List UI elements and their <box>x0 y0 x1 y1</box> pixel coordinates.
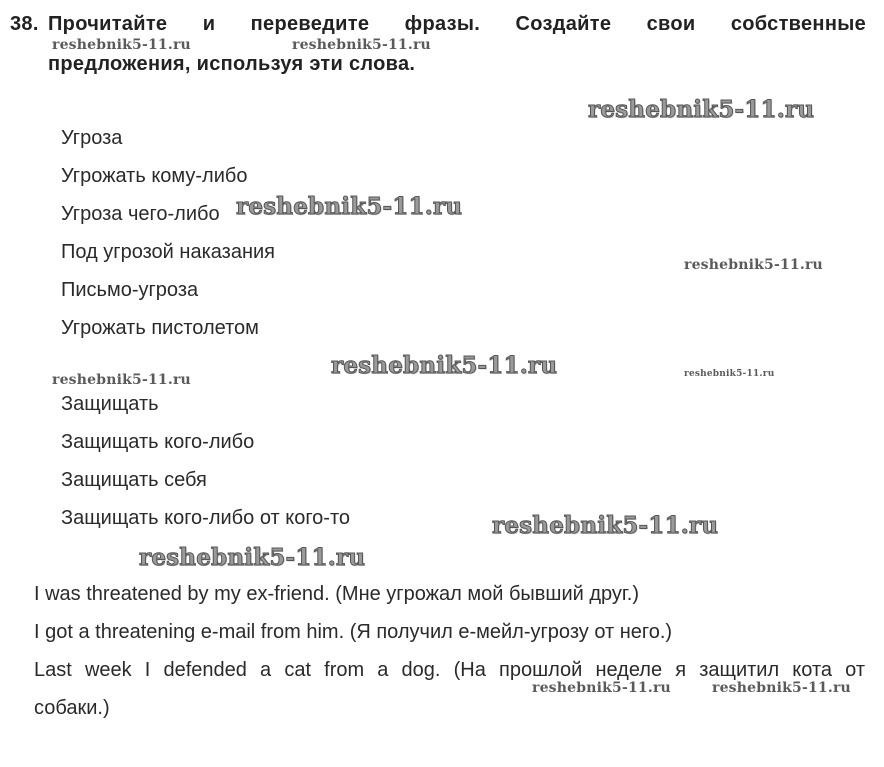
example-sentence-3: Last week I defended a cat from a dog. (На прошлой неделе я защитил кота от <box>34 659 865 681</box>
watermark: reshebnik5-11.ru <box>52 372 191 388</box>
watermark: reshebnik5-11.ru <box>532 680 671 696</box>
phrase-under-threat-of-punishment: Под угрозой наказания <box>61 241 275 263</box>
task-instruction-line2: предложения, используя эти слова. <box>48 53 416 75</box>
watermark: reshebnik5-11.ru <box>684 257 823 273</box>
watermark: reshebnik5-11.ru <box>52 37 191 53</box>
phrase-defend-someone-from-someone: Защищать кого-либо от кого-то <box>61 507 351 529</box>
task-instruction-line1: Прочитайте и переведите фразы. Создайте свои собственные <box>48 13 866 35</box>
phrase-defend-oneself: Защищать себя <box>61 469 207 491</box>
watermark: reshebnik5-11.ru <box>331 352 558 379</box>
phrase-defend: Защищать <box>61 393 159 415</box>
watermark: reshebnik5-11.ru <box>236 193 463 220</box>
phrase-defend-someone: Защищать кого-либо <box>61 431 255 453</box>
example-sentence-3-continued: собаки.) <box>34 697 110 719</box>
phrase-threaten-with-gun: Угрожать пистолетом <box>61 317 259 339</box>
watermark: reshebnik5-11.ru <box>139 544 366 571</box>
watermark: reshebnik5-11.ru <box>588 96 815 123</box>
phrase-threatening-letter: Письмо-угроза <box>61 279 199 301</box>
watermark: reshebnik5-11.ru <box>492 512 719 539</box>
example-sentence-2: I got a threatening e-mail from him. (Я получил е-мейл-угрозу от него.) <box>34 621 673 643</box>
phrase-threaten-someone: Угрожать кому-либо <box>61 165 248 187</box>
phrase-threat-of-something: Угроза чего-либо <box>61 203 220 225</box>
watermark: reshebnik5-11.ru <box>712 680 851 696</box>
task-number: 38. <box>10 13 39 35</box>
example-sentence-1: I was threatened by my ex-friend. (Мне угрожал мой бывший друг.) <box>34 583 639 605</box>
watermark: reshebnik5-11.ru <box>292 37 431 53</box>
phrase-threat: Угроза <box>61 127 123 149</box>
watermark: reshebnik5-11.ru <box>684 369 775 379</box>
